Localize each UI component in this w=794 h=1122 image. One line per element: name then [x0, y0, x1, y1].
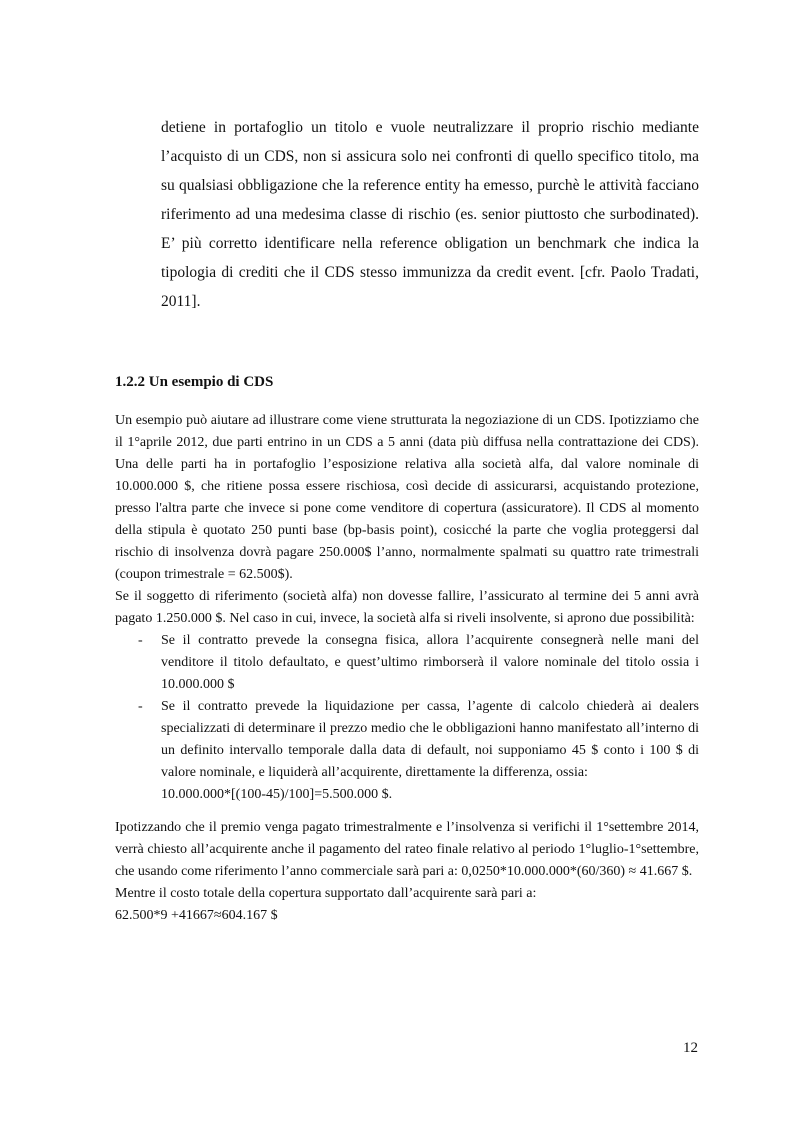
settlement-options-list [115, 630, 699, 806]
paragraph-example-intro: Un esempio può aiutare ad illustrare come viene strutturata la negoziazione di un CDS. Ipotizziamo che il 1°aprile 2012, due parti entrino in un CDS a 5 anni (data più diffusa nella contrattazione dei CDS). Una delle parti ha in portafoglio l’esposizione relativa alla società alfa, dal valore nominale di 10.000.000 $, che ritiene possa essere rischiosa, così decide di assicurarsi, acquistando protezione, presso l'altra parte che invece si pone come venditore di copertura (assicuratore). Il CDS al momento della stipula è quotato 250 punti base (bp-basis point), cosicché la parte che voglia proteggersi dal rischio di insolvenza dovrà pagare 250.000$ l’anno, normalmente spalmati su quattro rate trimestrali (coupon trimestrale = 62.500$). [115, 413, 699, 582]
list-item-text: Se il contratto prevede la liquidazione per cassa, l’agente di calcolo chiederà ai dealers specializzati di determinare il prezzo medio che le obbligazioni hanno manifestato all’interno di un definito intervallo temporale dalla data di default, noi supponiamo 45 $ conto i 100 $ di valore nominale, e liquiderà all’acquirente, direttamente la differenza, ossia: [161, 699, 699, 780]
paragraph-accrued-premium: Ipotizzando che il premio venga pagato trimestralmente e l’insolvenza si verifichi il 1°settembre 2014, verrà chiesto all’acquirente anche il pagamento del rateo finale relativo al periodo 1°luglio-1°settembre, che usando come riferimento l’anno commerciale sarà pari a: 0,0250*10.000.000*(60/360) ≈ 41.667 $. [115, 820, 699, 879]
settlement-formula: 10.000.000*[(100-45)/100]=5.500.000 $. [161, 787, 393, 802]
list-bullet: - [138, 699, 143, 714]
list-item-physical-settlement [115, 630, 699, 696]
section-body [115, 410, 699, 927]
section-heading: 1.2.2 Un esempio di CDS [115, 374, 274, 390]
total-cost-formula: 62.500*9 +41667≈604.167 $ [115, 908, 278, 923]
quoted-paragraph: detiene in portafoglio un titolo e vuole neutralizzare il proprio rischio mediante l’acquisto di un CDS, non si assicura solo nei confronti di quello specifico titolo, ma su qualsiasi obbligazione che la reference entity ha emesso, purchè le attività facciano riferimento ad una medesima classe di rischio (es. senior piuttosto che surbodinated). E’ più corretto identificare nella reference obligation un benchmark che indica la tipologia di crediti che il CDS stesso immunizza da credit event. [cfr. Paolo Tradati, 2011]. [161, 119, 699, 310]
list-item-text: Se il contratto prevede la consegna fisica, allora l’acquirente consegnerà nelle mani del venditore il titolo defaultato, e quest’ultimo rimborserà il valore nominale del titolo ossia i 10.000.000 $ [161, 633, 699, 692]
paragraph-total-cost-intro: Mentre il costo totale della copertura supportato dall’acquirente sarà pari a: [115, 886, 537, 901]
paragraph-scenarios: Se il soggetto di riferimento (società alfa) non dovesse fallire, l’assicurato al termine dei 5 anni avrà pagato 1.250.000 $. Nel caso in cui, invece, la società alfa si riveli insolvente, si aprono due possibilità: [115, 589, 699, 626]
list-bullet: - [138, 633, 143, 648]
page-number: 12 [683, 1040, 698, 1056]
list-item-cash-settlement [115, 696, 699, 806]
